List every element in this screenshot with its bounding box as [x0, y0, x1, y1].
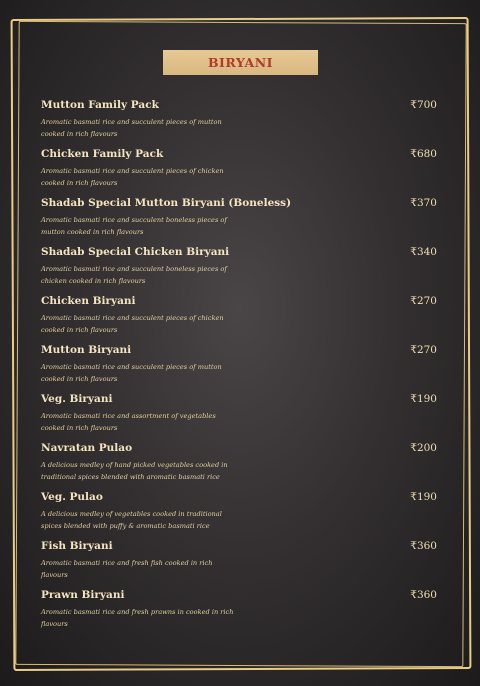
menu-item — [41, 244, 439, 293]
item-name: Mutton Family Pack — [41, 99, 159, 111]
item-price: ₹190 — [410, 491, 437, 503]
item-description: Aromatic basmati rice and fresh prawns in cooked in rich flavours — [41, 608, 234, 628]
item-description: Aromatic basmati rice and succulent boneless pieces of mutton cooked in rich flavours — [41, 216, 227, 236]
item-description: Aromatic basmati rice and succulent boneless pieces of chicken cooked in rich flavours — [41, 265, 227, 285]
item-name: Mutton Biryani — [41, 344, 132, 356]
item-price: ₹190 — [410, 393, 437, 405]
item-name: Chicken Family Pack — [41, 148, 164, 160]
item-price: ₹360 — [410, 540, 437, 552]
item-description: Aromatic basmati rice and succulent pieces of chicken cooked in rich flavours — [41, 314, 224, 334]
item-price: ₹270 — [410, 295, 437, 307]
menu-item — [41, 293, 439, 342]
section-title: BIRYANI — [207, 55, 273, 70]
item-price: ₹370 — [410, 197, 437, 209]
item-name: Fish Biryani — [41, 540, 113, 552]
menu-item-list — [41, 97, 439, 636]
menu-item — [41, 195, 439, 244]
item-price: ₹270 — [410, 344, 437, 356]
item-description: Aromatic basmati rice and succulent pieces of mutton cooked in rich flavours — [41, 363, 222, 383]
menu-item — [41, 146, 439, 195]
item-description: Aromatic basmati rice and succulent pieces of mutton cooked in rich flavours — [41, 118, 222, 138]
menu-item — [41, 342, 439, 391]
item-name: Veg. Biryani — [41, 393, 113, 405]
item-description: Aromatic basmati rice and fresh fish cooked in rich flavours — [41, 559, 213, 579]
item-name: Veg. Pulao — [41, 491, 103, 503]
section-title-banner — [163, 50, 318, 75]
menu-item — [41, 391, 439, 440]
item-name: Shadab Special Chicken Biryani — [41, 246, 230, 258]
item-name: Navratan Pulao — [41, 442, 133, 454]
menu-item — [41, 97, 439, 146]
item-name: Shadab Special Mutton Biryani (Boneless) — [41, 197, 292, 209]
item-description: A delicious medley of vegetables cooked in traditional spices blended with puffy & aromatic basmati rice — [41, 510, 222, 530]
item-description: Aromatic basmati rice and assortment of vegetables cooked in rich flavours — [41, 412, 216, 432]
menu-item — [41, 587, 439, 636]
item-price: ₹340 — [410, 246, 437, 258]
menu-item — [41, 489, 439, 538]
item-price: ₹200 — [410, 442, 437, 454]
menu-item — [41, 538, 439, 587]
item-price: ₹680 — [410, 148, 437, 160]
item-description: A delicious medley of hand picked vegetables cooked in traditional spices blended with aromatic basmati rice — [41, 461, 228, 481]
item-price: ₹360 — [410, 589, 437, 601]
item-price: ₹700 — [410, 99, 437, 111]
item-name: Chicken Biryani — [41, 295, 136, 307]
menu-item — [41, 440, 439, 489]
item-name: Prawn Biryani — [41, 589, 125, 601]
item-description: Aromatic basmati rice and succulent pieces of chicken cooked in rich flavours — [41, 167, 224, 187]
